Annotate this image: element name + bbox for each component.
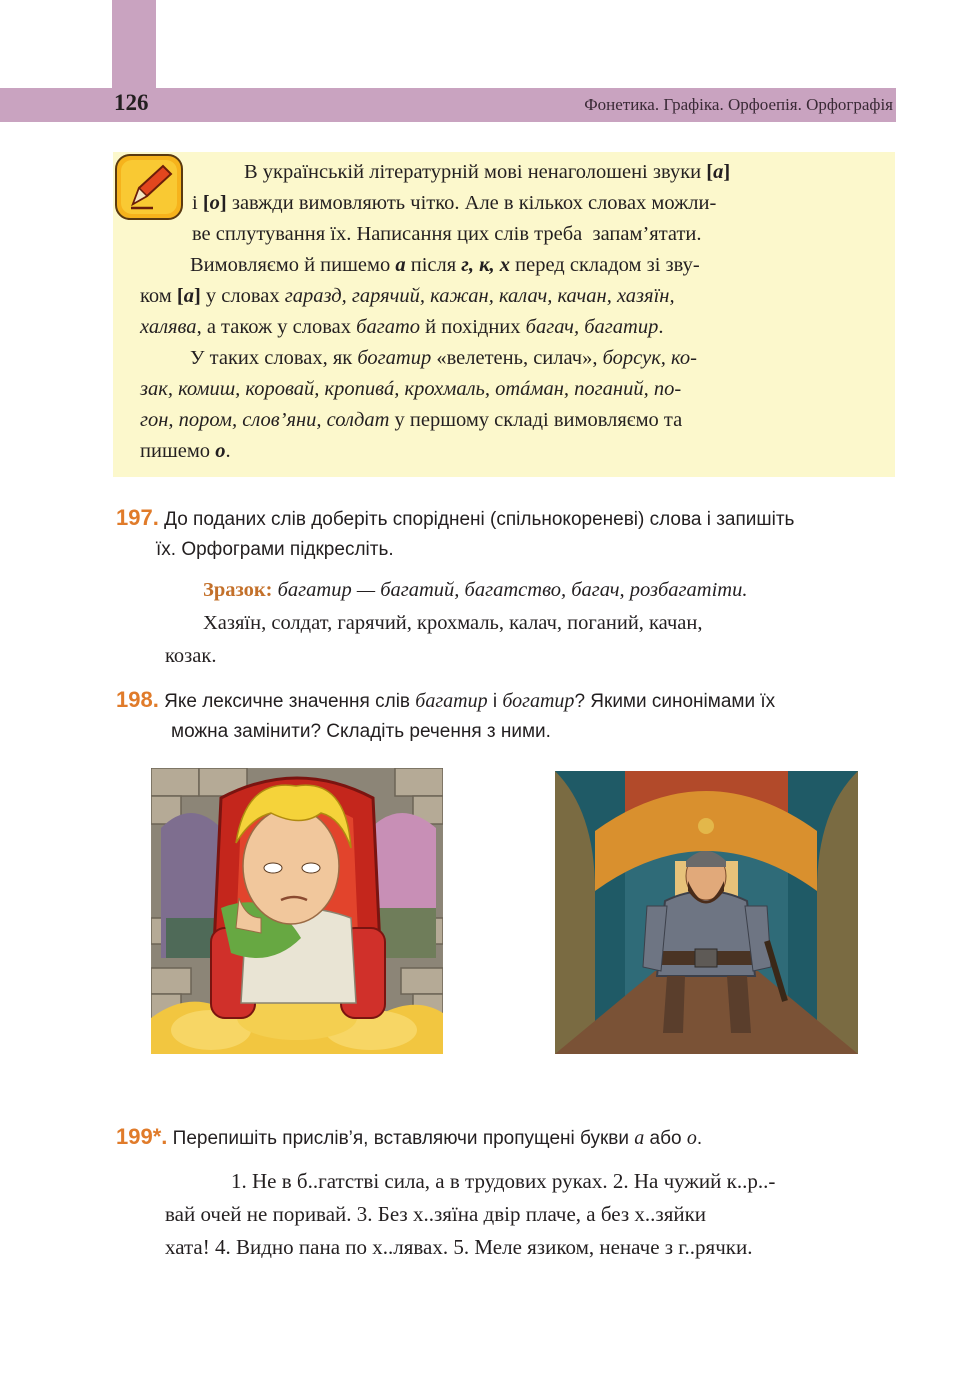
task-words: козак. bbox=[165, 645, 217, 667]
task-star: *. bbox=[152, 1124, 168, 1149]
task-text: До поданих слів доберіть споріднені (спільнокореневі) слова і запишіть bbox=[164, 509, 795, 530]
rule-line: гон, пором, слов’яни, солдат у першому складі вимовляємо та bbox=[140, 409, 683, 431]
rule-line: пишемо о. bbox=[140, 440, 231, 462]
rich-boy-illustration bbox=[151, 768, 443, 1054]
task-text: ? Якими синонімами їх bbox=[574, 691, 776, 712]
task-197-example bbox=[165, 574, 895, 673]
proverb-line: вай очей не поривай. 3. Без х..зяїна двір плаче, а без х..зяйки bbox=[165, 1202, 707, 1226]
page-number: 126 bbox=[114, 90, 149, 115]
rule-line: ве сплутування їх. Написання цих слів треба запам’ятати. bbox=[192, 223, 702, 245]
task-text: і bbox=[487, 691, 503, 712]
task-words: Хазяїн, солдат, гарячий, крохмаль, калач, поганий, качан, bbox=[203, 612, 703, 634]
task-198 bbox=[116, 685, 906, 747]
bogatyr-illustration bbox=[555, 771, 858, 1054]
task-number: 198. bbox=[116, 687, 159, 712]
running-title: Фонетика. Графіка. Орфоепія. Орфографія bbox=[584, 95, 893, 114]
task-199 bbox=[116, 1122, 906, 1154]
rule-line: В українській літературній мові ненаголошені звуки [а] bbox=[244, 161, 731, 183]
task-word: богатир bbox=[502, 690, 575, 712]
task-text: можна замінити? Складіть речення з ними. bbox=[171, 721, 551, 742]
task-number: 197. bbox=[116, 505, 159, 530]
rule-line: зак, комиш, коровай, кропивá, крохмаль, отáман, поганий, по- bbox=[140, 378, 682, 400]
task-number: 199 bbox=[116, 1124, 153, 1149]
task-text: або bbox=[644, 1128, 687, 1149]
proverbs bbox=[165, 1165, 895, 1264]
rule-line: і [о] завжди вимовляють чітко. Але в кількох словах можли- bbox=[192, 192, 717, 214]
rule-line: У таких словах, як богатир «велетень, силач», борсук, ко- bbox=[190, 347, 697, 369]
sample-label: Зразок: bbox=[203, 579, 273, 601]
task-text: їх. Орфограми підкресліть. bbox=[156, 539, 394, 560]
task-text: Перепишіть прислів’я, вставляючи пропущені букви bbox=[167, 1128, 635, 1149]
sample-text: багатир — багатий, багатство, багач, розбагатіти. bbox=[277, 579, 748, 601]
task-text: Яке лексичне значення слів bbox=[164, 691, 416, 712]
rule-line: халява, а також у словах багато й похідних багач, багатир. bbox=[140, 316, 664, 338]
rule-line: Вимовляємо й пишемо а після г, к, х перед складом зі зву- bbox=[190, 254, 700, 276]
header-tab-strip bbox=[112, 0, 156, 95]
proverb-line: 1. Не в б..гатстві сила, а в трудових руках. 2. На чужий к..р..- bbox=[231, 1169, 776, 1193]
task-word: багатир bbox=[415, 690, 488, 712]
proverb-line: хата! 4. Видно пана по х..лявах. 5. Меле язиком, неначе з г..рячки. bbox=[165, 1235, 753, 1259]
rule-line: ком [а] у словах гаразд, гарячий, кажан, калач, качан, хазяїн, bbox=[140, 285, 675, 307]
task-letter: о bbox=[686, 1127, 697, 1149]
task-197 bbox=[116, 503, 906, 565]
rule-text bbox=[140, 157, 867, 467]
task-letter: а bbox=[634, 1127, 645, 1149]
task-text: . bbox=[696, 1128, 703, 1149]
